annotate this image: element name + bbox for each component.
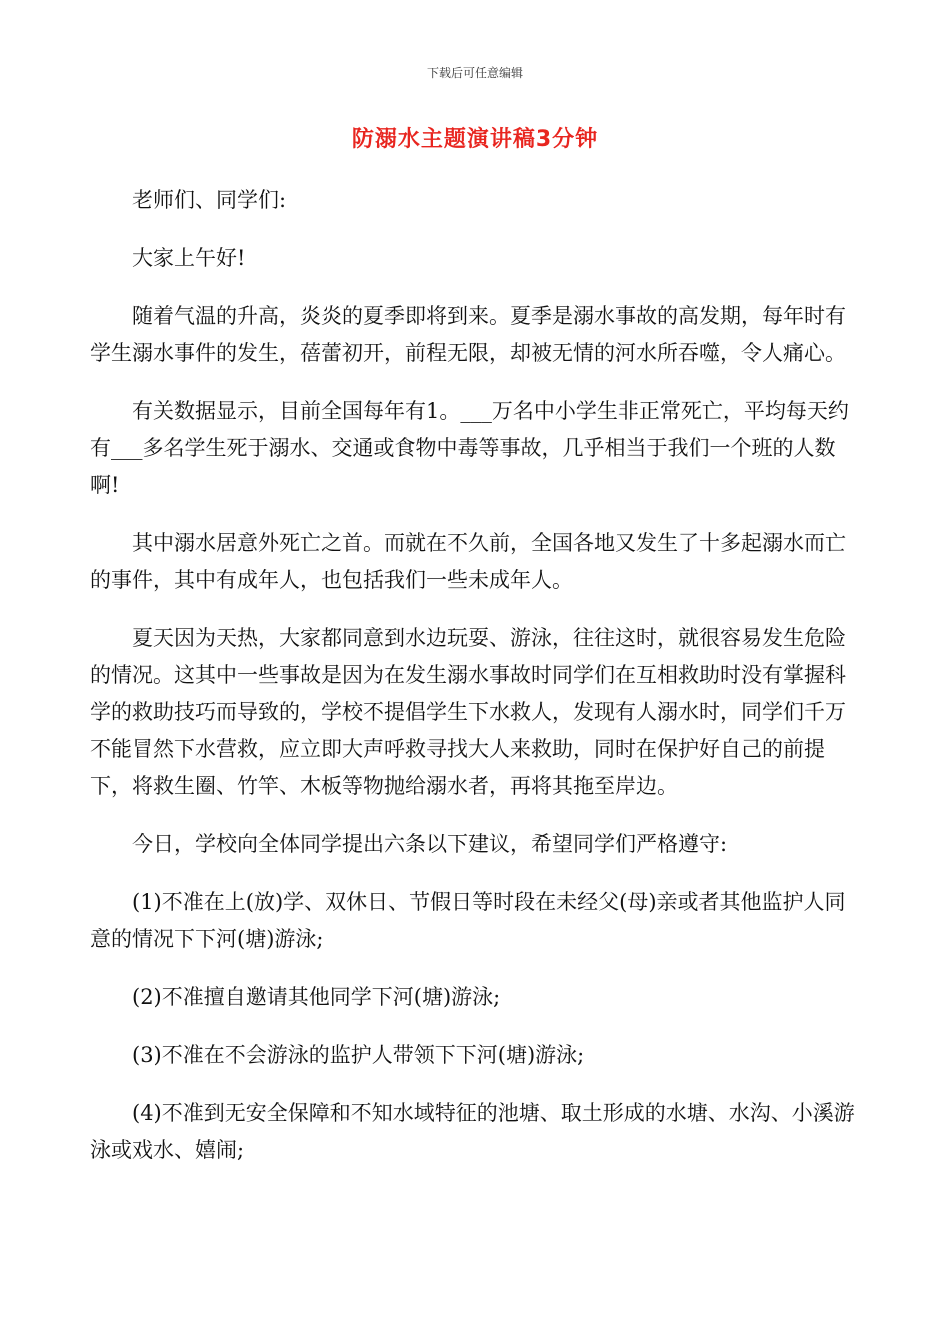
paragraph: 随着气温的升高，炎炎的夏季即将到来。夏季是溺水事故的高发期，每年时有学生溺水事件的发生，蓓蕾初开，前程无限，却被无情的河水所吞噬，令人痛心。	[90, 304, 846, 365]
paragraph: 其中溺水居意外死亡之首。而就在不久前，全国各地又发生了十多起溺水而亡的事件，其中有成年人，也包括我们一些未成年人。	[90, 531, 846, 592]
paragraph: 老师们、同学们:	[132, 188, 287, 212]
paragraph: 今日，学校向全体同学提出六条以下建议，希望同学们严格遵守:	[132, 832, 728, 856]
paragraph: (3)不准在不会游泳的监护人带领下下河(塘)游泳;	[132, 1043, 585, 1067]
page-header-note: 下载后可任意编辑	[426, 66, 523, 80]
paragraph: (4)不准到无安全保障和不知水域特征的池塘、取土形成的水塘、水沟、小溪游泳或戏水、嬉闹;	[90, 1101, 855, 1162]
paragraph: (1)不准在上(放)学、双休日、节假日等时段在未经父(母)亲或者其他监护人同意的情况下下河(塘)游泳;	[90, 890, 846, 951]
paragraph: 夏天因为天热，大家都同意到水边玩耍、游泳，往往这时，就很容易发生危险的情况。这其中一些事故是因为在发生溺水事故时同学们在互相救助时没有掌握科学的救助技巧而导致的，学校不提倡学生下水救人，发现有人溺水时，同学们千万不能冒然下水营救，应立即大声呼救寻找大人来救助，同时在保护好自己的前提下，将救生圈、竹竿、木板等物抛给溺水者，再将其拖至岸边。	[90, 626, 846, 798]
paragraph: 大家上午好!	[132, 246, 246, 270]
document-body	[90, 182, 860, 1190]
document-title: 防溺水主题演讲稿3分钟	[351, 127, 599, 152]
paragraph: 有关数据显示，目前全国每年有1。___万名中小学生非正常死亡，平均每天约有___多名学生死于溺水、交通或食物中毒等事故，几乎相当于我们一个班的人数啊!	[90, 399, 849, 497]
paragraph: (2)不准擅自邀请其他同学下河(塘)游泳;	[132, 985, 501, 1009]
